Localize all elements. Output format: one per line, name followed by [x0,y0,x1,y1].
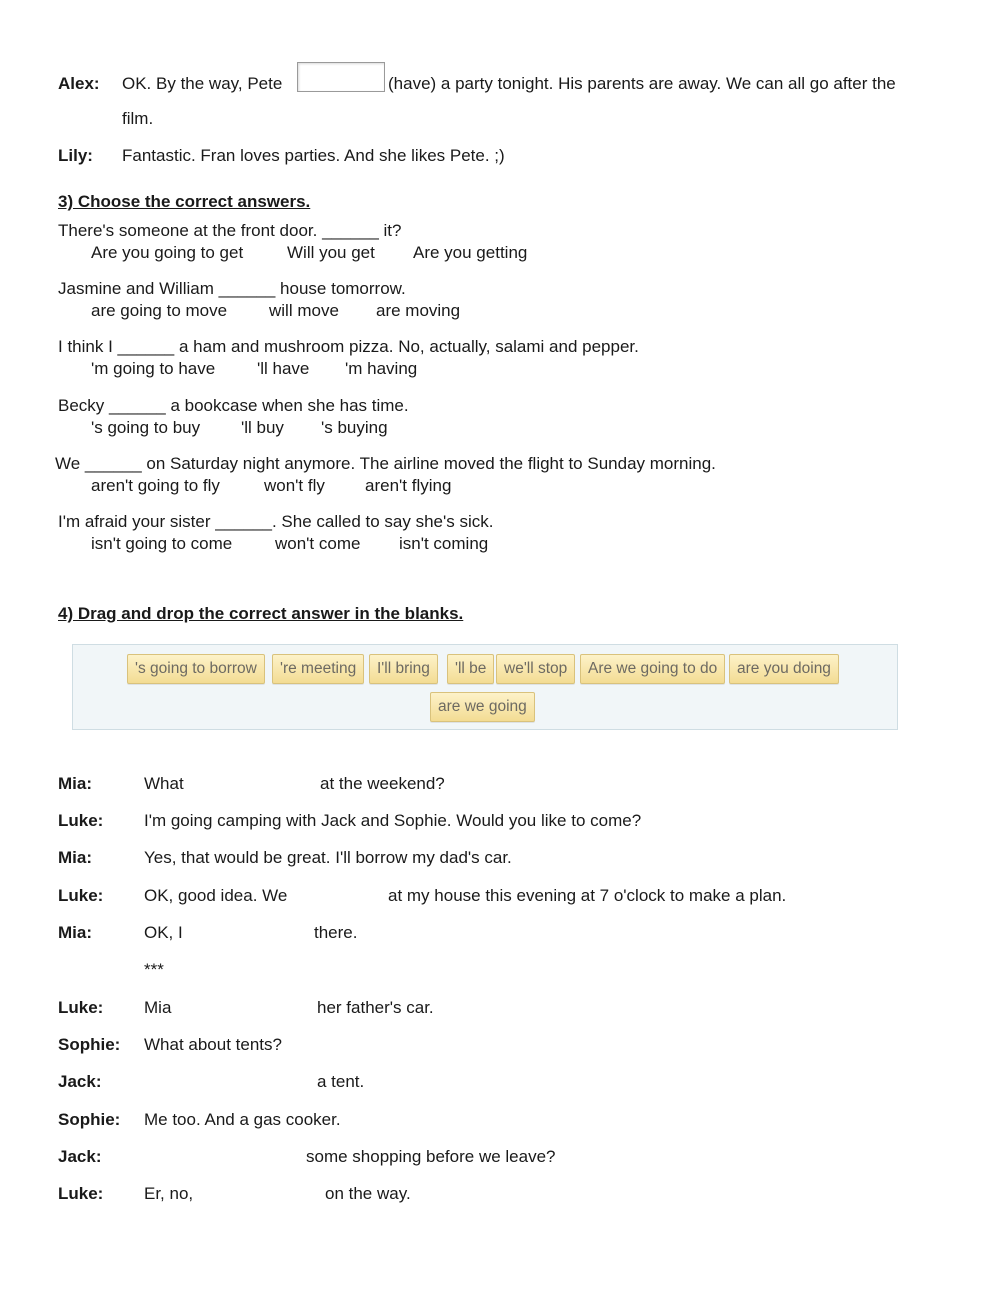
lily-line: Fantastic. Fran loves parties. And she likes Pete. ;) [122,146,505,165]
dialogue-text: What about tents? [144,1035,282,1054]
answer-option[interactable]: Are you getting [413,243,528,262]
dialogue-speaker: Sophie: [58,1035,121,1054]
answer-option[interactable]: aren't flying [365,476,452,495]
dialogue-text: a tent. [317,1072,365,1091]
answer-option[interactable]: aren't going to fly [91,476,220,495]
answer-option[interactable]: are going to move [91,301,228,320]
drag-chip[interactable]: I'll bring [369,654,438,684]
answer-option[interactable]: won't fly [264,476,325,495]
section-4-heading: 4) Drag and drop the correct answer in the blanks. [58,604,464,623]
dialogue-speaker: Jack: [58,1072,102,1091]
drag-chip[interactable]: are we going [430,692,535,722]
dialogue-speaker: Jack: [58,1147,102,1166]
drop-blank[interactable] [192,772,314,796]
dialogue-text: Yes, that would be great. I'll borrow my dad's car. [144,848,512,867]
dialogue-speaker: Luke: [58,886,104,905]
dialogue-text: at the weekend? [320,774,445,793]
question-prompt: I think I ______ a ham and mushroom pizza. No, actually, salami and pepper. [58,337,639,356]
dialogue-speaker: Sophie: [58,1110,121,1129]
answer-option[interactable]: Are you going to get [91,243,244,262]
dialogue-speaker: Mia: [58,848,92,867]
dialogue-speaker: Luke: [58,1184,104,1203]
scene-separator: *** [144,960,164,979]
answer-option[interactable]: Will you get [287,243,375,262]
dialogue-text: on the way. [325,1184,411,1203]
answer-option[interactable]: 's going to buy [91,418,201,437]
pete-have-gap-input[interactable] [297,62,385,92]
dialogue-text: Mia [144,998,172,1017]
answer-option[interactable]: will move [269,301,339,320]
question-prompt: We ______ on Saturday night anymore. The airline moved the flight to Sunday morning. [55,454,716,473]
question-prompt: Becky ______ a bookcase when she has time. [58,396,409,415]
drop-blank[interactable] [192,921,308,945]
drop-blank[interactable] [204,1182,320,1206]
speaker-lily: Lily: [58,146,93,165]
drop-blank[interactable] [144,1145,300,1169]
drag-chip[interactable]: 'll be [447,654,494,684]
drop-blank[interactable] [178,996,310,1020]
dialogue-text: I'm going camping with Jack and Sophie. Would you like to come? [144,811,642,830]
drop-blank[interactable] [300,884,382,908]
question-prompt: I'm afraid your sister ______. She called to say she's sick. [58,512,494,531]
dialogue-text: What [144,774,184,793]
drag-chip[interactable]: 's going to borrow [127,654,265,684]
dialogue-text: Me too. And a gas cooker. [144,1110,341,1129]
drag-chip[interactable]: Are we going to do [580,654,725,684]
answer-option[interactable]: won't come [275,534,361,553]
dialogue-speaker: Mia: [58,923,92,942]
answer-option[interactable]: isn't going to come [91,534,233,553]
alex-line-continuation: film. [122,109,154,128]
dialogue-text: there. [314,923,358,942]
dialogue-speaker: Luke: [58,998,104,1017]
dialogue-text: Er, no, [144,1184,194,1203]
dialogue-speaker: Mia: [58,774,92,793]
dialogue-speaker: Luke: [58,811,104,830]
answer-option[interactable]: 'll buy [241,418,284,437]
question-prompt: Jasmine and William ______ house tomorrow. [58,279,406,298]
dialogue-text: some shopping before we leave? [306,1147,556,1166]
word-bank [72,644,898,730]
question-prompt: There's someone at the front door. ______ it? [58,221,402,240]
dialogue-text: OK, I [144,923,183,942]
dialogue-text: her father's car. [317,998,434,1017]
dialogue-text: OK, good idea. We [144,886,288,905]
dialogue-text: at my house this evening at 7 o'clock to make a plan. [388,886,787,905]
drop-blank[interactable] [144,1070,310,1094]
drag-chip[interactable]: we'll stop [496,654,575,684]
answer-option[interactable]: 'm having [345,359,418,378]
drag-chip[interactable]: are you doing [729,654,839,684]
alex-line-part1: OK. By the way, Pete [122,74,283,93]
section-3-heading: 3) Choose the correct answers. [58,192,311,211]
answer-option[interactable]: are moving [376,301,461,320]
drag-chip[interactable]: 're meeting [272,654,364,684]
answer-option[interactable]: 'm going to have [91,359,216,378]
alex-line-part2: (have) a party tonight. His parents are away. We can all go after the [388,74,896,93]
answer-option[interactable]: 's buying [321,418,388,437]
answer-option[interactable]: 'll have [257,359,310,378]
speaker-alex: Alex: [58,74,100,93]
answer-option[interactable]: isn't coming [399,534,489,553]
